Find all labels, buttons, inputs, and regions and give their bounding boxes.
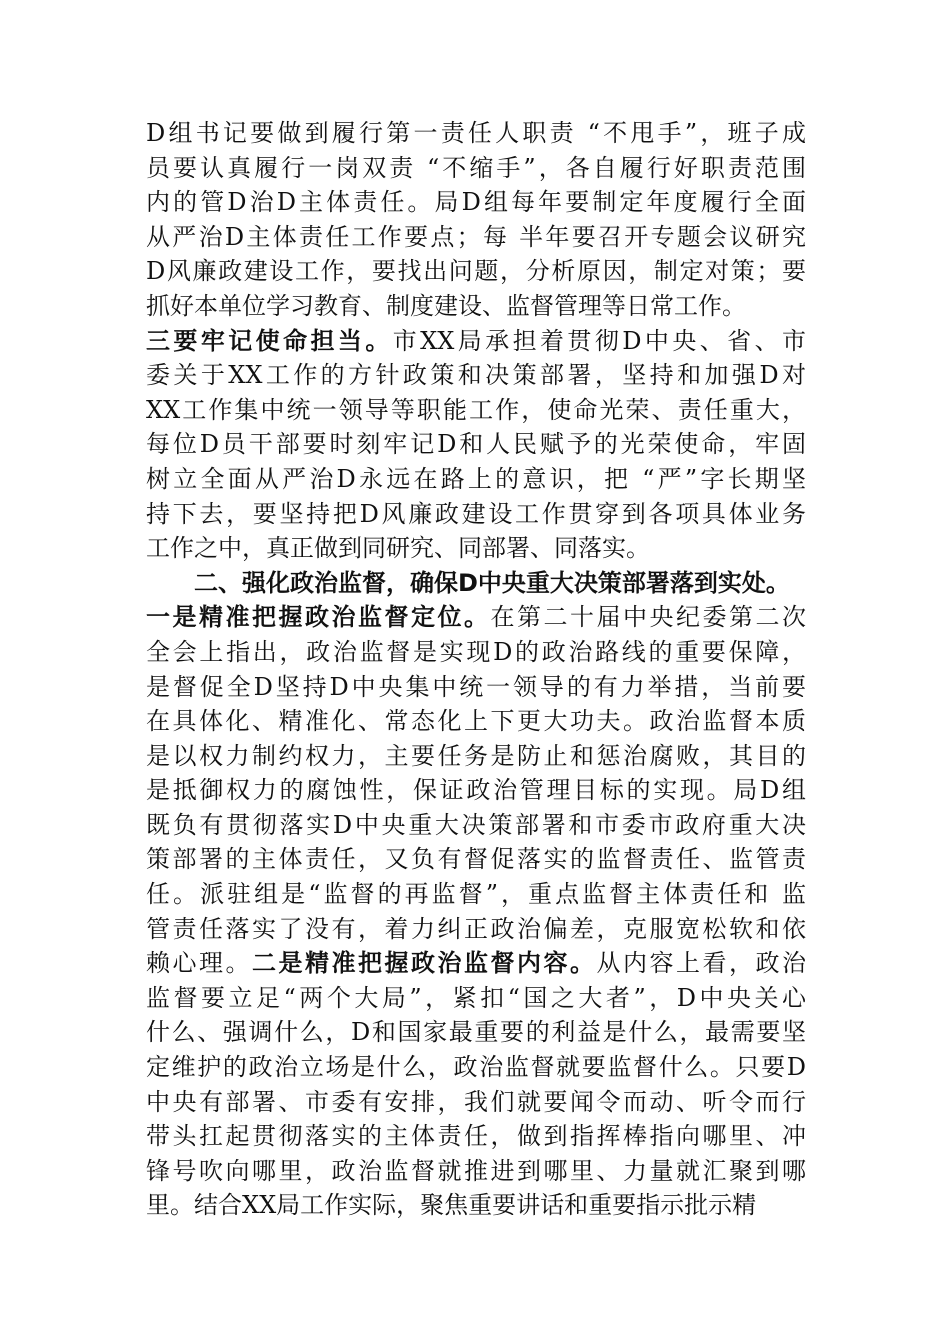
body-text: 工作之中，真正做到同研究、同部署、同落实。	[146, 534, 650, 563]
text-line	[146, 116, 806, 151]
text-line	[146, 912, 806, 947]
body-text: 委关于XX工作的方针政策和决策部署，坚持和加强D对	[146, 361, 806, 390]
text-line	[146, 946, 806, 981]
bold-heading-text: 三要牢记使命担当。	[146, 326, 393, 355]
text-line	[146, 220, 806, 255]
text-line	[146, 1085, 806, 1120]
text-line	[146, 670, 806, 705]
text-line	[146, 1188, 806, 1223]
bold-heading-text: 二是精准把握政治监督内容。	[252, 949, 597, 978]
body-text: 市XX局承担着贯彻D中央、省、市	[392, 326, 806, 355]
body-text: 持下去，要坚持把D风廉政建设工作贯穿到各项具体业务	[146, 499, 806, 528]
body-text: 赖心理。	[146, 949, 252, 978]
body-text: 抓好本单位学习教育、制度建设、监督管理等日常工作。	[146, 291, 746, 320]
body-text: 是抵御权力的腐蚀性，保证政治管理目标的实现。局D组	[146, 776, 806, 805]
document-body	[146, 116, 806, 1223]
text-line	[146, 185, 806, 220]
text-line	[146, 427, 806, 462]
text-line	[146, 773, 806, 808]
body-text: 每位D员干部要时刻牢记D和人民赋予的光荣使命，牢固	[146, 430, 806, 459]
body-text: 是督促全D坚持D中央集中统一领导的有力举措，当前要	[146, 672, 806, 701]
text-line	[146, 566, 806, 601]
body-text: D风廉政建设工作，要找出问题，分析原因，制定对策；要	[146, 257, 806, 286]
body-text: 是以权力制约权力，主要任务是防止和惩治腐败，其目的	[146, 741, 806, 770]
text-line	[146, 739, 806, 774]
text-line	[146, 289, 806, 324]
body-text: XX工作集中统一领导等职能工作，使命光荣、责任重大，	[146, 395, 806, 424]
text-line	[146, 358, 806, 393]
text-line	[146, 151, 806, 186]
text-line	[146, 462, 806, 497]
text-line	[146, 808, 806, 843]
body-text: 中央有部署、市委有安排，我们就要闻令而动、听令而行	[146, 1087, 806, 1116]
text-line	[146, 981, 806, 1016]
text-line	[146, 254, 806, 289]
body-text: 带头扛起贯彻落实的主体责任，做到指挥棒指向哪里、冲	[146, 1122, 806, 1151]
text-line	[146, 704, 806, 739]
paragraph	[146, 324, 806, 566]
body-text: 树立全面从严治D永远在路上的意识，把 “严”字长期坚	[146, 464, 806, 493]
body-text: 在第二十届中央纪委第二次	[490, 603, 806, 632]
text-line	[146, 324, 806, 359]
body-text: D组书记要做到履行第一责任人职责 “不甩手”，班子成	[146, 119, 806, 147]
paragraph	[146, 116, 806, 324]
body-text: 在具体化、精准化、常态化上下更大功夫。政治监督本质	[146, 707, 806, 736]
text-line	[146, 1015, 806, 1050]
paragraph	[146, 600, 806, 1223]
text-line	[146, 842, 806, 877]
body-text: 任。派驻组是“监督的再监督”，重点监督主体责任和 监	[146, 880, 806, 909]
body-text: 策部署的主体责任，又负有督促落实的监督责任、监管责	[146, 845, 806, 874]
text-line	[146, 600, 806, 635]
text-line	[146, 1119, 806, 1154]
body-text: 内的管D治D主体责任。局D组每年要制定年度履行全面	[146, 188, 806, 217]
body-text: 全会上指出，政治监督是实现D的政治路线的重要保障，	[146, 637, 806, 666]
text-line	[146, 635, 806, 670]
body-text: 什么、强调什么，D和国家最重要的利益是什么，最需要坚	[146, 1018, 806, 1047]
bold-heading-text: 二、强化政治监督，确保D中央重大决策部署落到实处。	[194, 568, 790, 597]
body-text: 从严治D主体责任工作要点；每 半年要召开专题会议研究	[146, 222, 806, 251]
bold-heading-text: 一是精准把握政治监督定位。	[146, 603, 491, 632]
body-text: 从内容上看，政治	[596, 949, 806, 978]
body-text: 定维护的政治立场是什么，政治监督就要监督什么。只要D	[146, 1053, 806, 1082]
body-text: 管责任落实了没有，着力纠正政治偏差，克服宽松软和依	[146, 914, 806, 943]
text-line	[146, 1050, 806, 1085]
text-line	[146, 497, 806, 532]
text-line	[146, 877, 806, 912]
text-line	[146, 1154, 806, 1189]
body-text: 员要认真履行一岗双责 “不缩手”，各自履行好职责范围	[146, 153, 806, 182]
text-line	[146, 531, 806, 566]
body-text: 既负有贯彻落实D中央重大决策部署和市委市政府重大决	[146, 810, 806, 839]
body-text: 监督要立足“两个大局”，紧扣“国之大者”，D中央关心	[146, 983, 806, 1012]
paragraph	[146, 566, 806, 601]
body-text: 锋号吹向哪里，政治监督就推进到哪里、力量就汇聚到哪	[146, 1156, 806, 1185]
body-text: 里。结合XX局工作实际，聚焦重要讲话和重要指示批示精	[146, 1191, 757, 1220]
text-line	[146, 393, 806, 428]
